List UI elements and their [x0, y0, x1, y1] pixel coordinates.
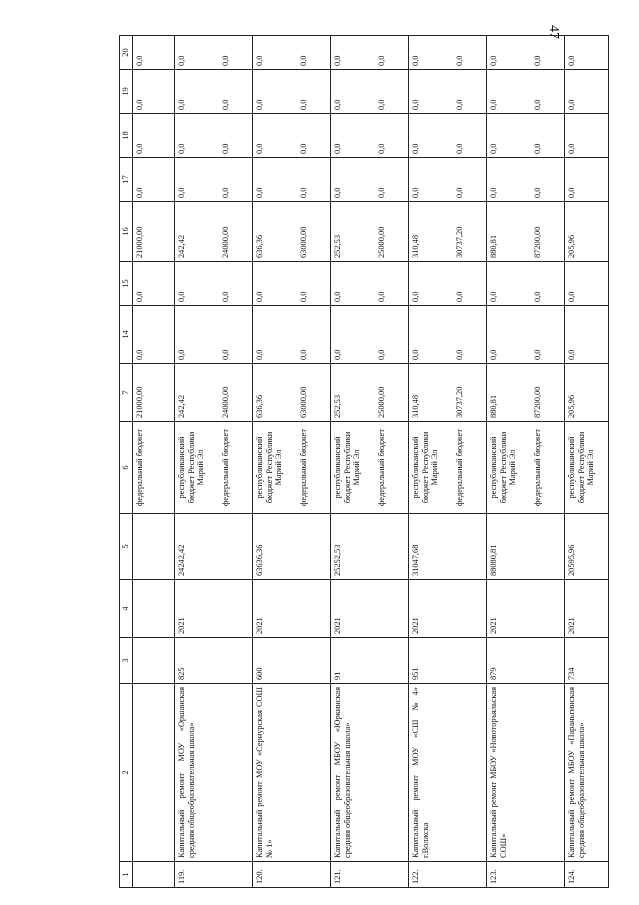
funding-source-cell: федеральный бюджет — [133, 422, 175, 514]
total-amount-cell: 88080,81 — [487, 514, 531, 580]
total-amount-cell — [133, 514, 175, 580]
funding-source-cell: федеральный бюджет — [531, 422, 565, 514]
amount-col19-cell: 0,0 — [531, 70, 565, 114]
amount-col14-cell: 0,0 — [219, 306, 253, 364]
project-name-cell: Капитальный ремонт МБОУ «Юркинская средняя общеобразовательная школа» — [331, 684, 375, 862]
year-cell — [133, 580, 175, 638]
amount-col15-cell: 0,0 — [297, 262, 331, 306]
header-cell: 5 — [120, 514, 133, 580]
amount-col20-cell: 0,0 — [253, 36, 297, 70]
header-cell: 15 — [120, 262, 133, 306]
amount-col19-cell: 0,0 — [487, 70, 531, 114]
amount-col16-cell: 63000,00 — [297, 202, 331, 262]
code-cell: 879 — [487, 638, 531, 684]
amount-col14-cell: 0,0 — [375, 306, 409, 364]
header-cell: 18 — [120, 114, 133, 158]
table-row — [409, 36, 453, 888]
row-number-cell — [453, 862, 487, 888]
row-number-cell — [531, 862, 565, 888]
amount-col20-cell: 0,0 — [453, 36, 487, 70]
header-cell: 4 — [120, 580, 133, 638]
amount-col17-cell: 0,0 — [297, 158, 331, 202]
amount-col19-cell: 0,0 — [297, 70, 331, 114]
code-cell — [375, 638, 409, 684]
amount-col20-cell: 0,0 — [375, 36, 409, 70]
amount-col19-cell: 0,0 — [253, 70, 297, 114]
amount-col18-cell: 0,0 — [219, 114, 253, 158]
page-number: 47 — [546, 25, 561, 39]
row-number-cell: 120. — [253, 862, 297, 888]
year-cell — [375, 580, 409, 638]
amount-col14-cell: 0,0 — [253, 306, 297, 364]
amount-col14-cell: 0,0 — [565, 306, 609, 364]
year-cell: 2021 — [409, 580, 453, 638]
amount-col18-cell: 0,0 — [453, 114, 487, 158]
year-cell: 2021 — [565, 580, 609, 638]
total-amount-cell — [297, 514, 331, 580]
code-cell — [297, 638, 331, 684]
amount-col18-cell: 0,0 — [331, 114, 375, 158]
amount-col19-cell: 0,0 — [409, 70, 453, 114]
table-row — [453, 36, 487, 888]
code-cell — [453, 638, 487, 684]
amount-col7-cell: 310,48 — [409, 364, 453, 422]
amount-col18-cell: 0,0 — [175, 114, 219, 158]
rotated-table-container — [119, 36, 596, 888]
amount-col17-cell: 0,0 — [253, 158, 297, 202]
total-amount-cell: 25252,53 — [331, 514, 375, 580]
project-name-cell — [453, 684, 487, 862]
amount-col20-cell: 0,0 — [297, 36, 331, 70]
row-number-cell: 121. — [331, 862, 375, 888]
code-cell — [219, 638, 253, 684]
year-cell — [453, 580, 487, 638]
amount-col7-cell: 87200,00 — [531, 364, 565, 422]
amount-col15-cell: 0,0 — [453, 262, 487, 306]
funding-source-cell: республиканский бюджет Республики Марий Эл — [565, 422, 609, 514]
amount-col7-cell: 24000,00 — [219, 364, 253, 422]
amount-col18-cell: 0,0 — [409, 114, 453, 158]
funding-source-cell: федеральный бюджет — [297, 422, 331, 514]
amount-col14-cell: 0,0 — [331, 306, 375, 364]
amount-col14-cell: 0,0 — [453, 306, 487, 364]
row-number-cell — [375, 862, 409, 888]
header-cell: 3 — [120, 638, 133, 684]
year-cell: 2021 — [253, 580, 297, 638]
year-cell: 2021 — [487, 580, 531, 638]
amount-col15-cell: 0,0 — [331, 262, 375, 306]
row-number-cell — [133, 862, 175, 888]
amount-col18-cell: 0,0 — [133, 114, 175, 158]
amount-col7-cell: 205,96 — [565, 364, 609, 422]
amount-col14-cell: 0,0 — [487, 306, 531, 364]
row-number-cell: 119. — [175, 862, 219, 888]
funding-source-cell: федеральный бюджет — [375, 422, 409, 514]
header-cell: 20 — [120, 36, 133, 70]
project-name-cell — [133, 684, 175, 862]
header-cell: 1 — [120, 862, 133, 888]
funding-source-cell: федеральный бюджет — [219, 422, 253, 514]
amount-col16-cell: 87200,00 — [531, 202, 565, 262]
project-name-cell: Капитальный ремонт МОУ «СШ №4» г.Волжска — [409, 684, 453, 862]
total-amount-cell — [531, 514, 565, 580]
amount-col17-cell: 0,0 — [175, 158, 219, 202]
total-amount-cell: 31047,68 — [409, 514, 453, 580]
amount-col20-cell: 0,0 — [565, 36, 609, 70]
table-row — [565, 36, 609, 888]
code-cell — [531, 638, 565, 684]
project-name-cell — [297, 684, 331, 862]
amount-col18-cell: 0,0 — [487, 114, 531, 158]
amount-col19-cell: 0,0 — [453, 70, 487, 114]
header-cell: 7 — [120, 364, 133, 422]
header-cell: 2 — [120, 684, 133, 862]
amount-col16-cell: 242,42 — [175, 202, 219, 262]
total-amount-cell — [375, 514, 409, 580]
total-amount-cell: 24242,42 — [175, 514, 219, 580]
amount-col15-cell: 0,0 — [487, 262, 531, 306]
amount-col19-cell: 0,0 — [133, 70, 175, 114]
amount-col7-cell: 30737,20 — [453, 364, 487, 422]
total-amount-cell: 63636,36 — [253, 514, 297, 580]
project-name-cell: Капитальный ремонт МОУ «Оршанская средняя общеобразовательная школа» — [175, 684, 219, 862]
amount-col18-cell: 0,0 — [531, 114, 565, 158]
amount-col20-cell: 0,0 — [133, 36, 175, 70]
amount-col7-cell: 252,53 — [331, 364, 375, 422]
amount-col17-cell: 0,0 — [565, 158, 609, 202]
project-name-cell: Капитальный ремонт МБОУ «Новоторъяльская СОШ» — [487, 684, 531, 862]
funding-source-cell: федеральный бюджет — [453, 422, 487, 514]
amount-col20-cell: 0,0 — [219, 36, 253, 70]
project-name-cell — [531, 684, 565, 862]
table-row — [487, 36, 531, 888]
year-cell: 2021 — [331, 580, 375, 638]
amount-col20-cell: 0,0 — [531, 36, 565, 70]
amount-col15-cell: 0,0 — [133, 262, 175, 306]
table-row — [375, 36, 409, 888]
amount-col18-cell: 0,0 — [253, 114, 297, 158]
amount-col15-cell: 0,0 — [253, 262, 297, 306]
amount-col17-cell: 0,0 — [331, 158, 375, 202]
table-row — [133, 36, 175, 888]
row-number-cell: 124. — [565, 862, 609, 888]
amount-col7-cell: 63000,00 — [297, 364, 331, 422]
amount-col7-cell: 25000,00 — [375, 364, 409, 422]
amount-col16-cell: 30737,20 — [453, 202, 487, 262]
table-row — [331, 36, 375, 888]
funding-source-cell: республиканский бюджет Республики Марий Эл — [253, 422, 297, 514]
amount-col16-cell: 21000,00 — [133, 202, 175, 262]
amount-col16-cell: 880,81 — [487, 202, 531, 262]
table-body — [133, 36, 609, 888]
total-amount-cell — [453, 514, 487, 580]
row-number-cell: 122. — [409, 862, 453, 888]
amount-col14-cell: 0,0 — [175, 306, 219, 364]
amount-col15-cell: 0,0 — [175, 262, 219, 306]
header-cell: 6 — [120, 422, 133, 514]
amount-col17-cell: 0,0 — [487, 158, 531, 202]
project-name-cell: Капитальный ремонт МБОУ «Параньгинская средняя общеобразовательная школа» — [565, 684, 609, 862]
amount-col14-cell: 0,0 — [133, 306, 175, 364]
amount-col15-cell: 0,0 — [375, 262, 409, 306]
amount-col16-cell: 252,53 — [331, 202, 375, 262]
header-cell: 16 — [120, 202, 133, 262]
year-cell — [531, 580, 565, 638]
amount-col16-cell: 636,36 — [253, 202, 297, 262]
amount-col15-cell: 0,0 — [409, 262, 453, 306]
amount-col17-cell: 0,0 — [219, 158, 253, 202]
amount-col17-cell: 0,0 — [453, 158, 487, 202]
code-cell: 91 — [331, 638, 375, 684]
amount-col17-cell: 0,0 — [375, 158, 409, 202]
row-number-cell — [297, 862, 331, 888]
header-cell: 14 — [120, 306, 133, 364]
amount-col17-cell: 0,0 — [133, 158, 175, 202]
amount-col20-cell: 0,0 — [175, 36, 219, 70]
amount-col19-cell: 0,0 — [375, 70, 409, 114]
table-row — [297, 36, 331, 888]
amount-col18-cell: 0,0 — [565, 114, 609, 158]
amount-col14-cell: 0,0 — [531, 306, 565, 364]
amount-col19-cell: 0,0 — [219, 70, 253, 114]
amount-col16-cell: 205,96 — [565, 202, 609, 262]
year-cell: 2021 — [175, 580, 219, 638]
amount-col18-cell: 0,0 — [375, 114, 409, 158]
amount-col16-cell: 24000,00 — [219, 202, 253, 262]
funding-source-cell: республиканский бюджет Республики Марий Эл — [175, 422, 219, 514]
budget-table — [119, 35, 609, 888]
amount-col19-cell: 0,0 — [565, 70, 609, 114]
funding-source-cell: республиканский бюджет Республики Марий Эл — [409, 422, 453, 514]
amount-col14-cell: 0,0 — [297, 306, 331, 364]
amount-col19-cell: 0,0 — [331, 70, 375, 114]
year-cell — [219, 580, 253, 638]
row-number-cell — [219, 862, 253, 888]
header-cell: 17 — [120, 158, 133, 202]
total-amount-cell: 20595,96 — [565, 514, 609, 580]
total-amount-cell — [219, 514, 253, 580]
header-cell: 19 — [120, 70, 133, 114]
amount-col17-cell: 0,0 — [409, 158, 453, 202]
code-cell — [133, 638, 175, 684]
project-name-cell — [375, 684, 409, 862]
code-cell: 600 — [253, 638, 297, 684]
amount-col7-cell: 21000,00 — [133, 364, 175, 422]
amount-col16-cell: 310,48 — [409, 202, 453, 262]
amount-col15-cell: 0,0 — [565, 262, 609, 306]
code-cell: 734 — [565, 638, 609, 684]
amount-col7-cell: 242,42 — [175, 364, 219, 422]
table-row — [219, 36, 253, 888]
amount-col20-cell: 0,0 — [331, 36, 375, 70]
funding-source-cell: республиканский бюджет Республики Марий Эл — [487, 422, 531, 514]
project-name-cell: Капитальный ремонт МОУ «Сернурская СОШ № 1» — [253, 684, 297, 862]
amount-col20-cell: 0,0 — [409, 36, 453, 70]
amount-col14-cell: 0,0 — [409, 306, 453, 364]
amount-col15-cell: 0,0 — [531, 262, 565, 306]
amount-col18-cell: 0,0 — [297, 114, 331, 158]
code-cell: 951 — [409, 638, 453, 684]
amount-col17-cell: 0,0 — [531, 158, 565, 202]
project-name-cell — [219, 684, 253, 862]
table-row — [253, 36, 297, 888]
code-cell: 825 — [175, 638, 219, 684]
row-number-cell: 123. — [487, 862, 531, 888]
amount-col7-cell: 880,81 — [487, 364, 531, 422]
amount-col15-cell: 0,0 — [219, 262, 253, 306]
funding-source-cell: республиканский бюджет Республики Марий Эл — [331, 422, 375, 514]
amount-col19-cell: 0,0 — [175, 70, 219, 114]
header-row — [120, 36, 133, 888]
amount-col20-cell: 0,0 — [487, 36, 531, 70]
year-cell — [297, 580, 331, 638]
table-row — [531, 36, 565, 888]
table-row — [175, 36, 219, 888]
amount-col16-cell: 25000,00 — [375, 202, 409, 262]
amount-col7-cell: 636,36 — [253, 364, 297, 422]
